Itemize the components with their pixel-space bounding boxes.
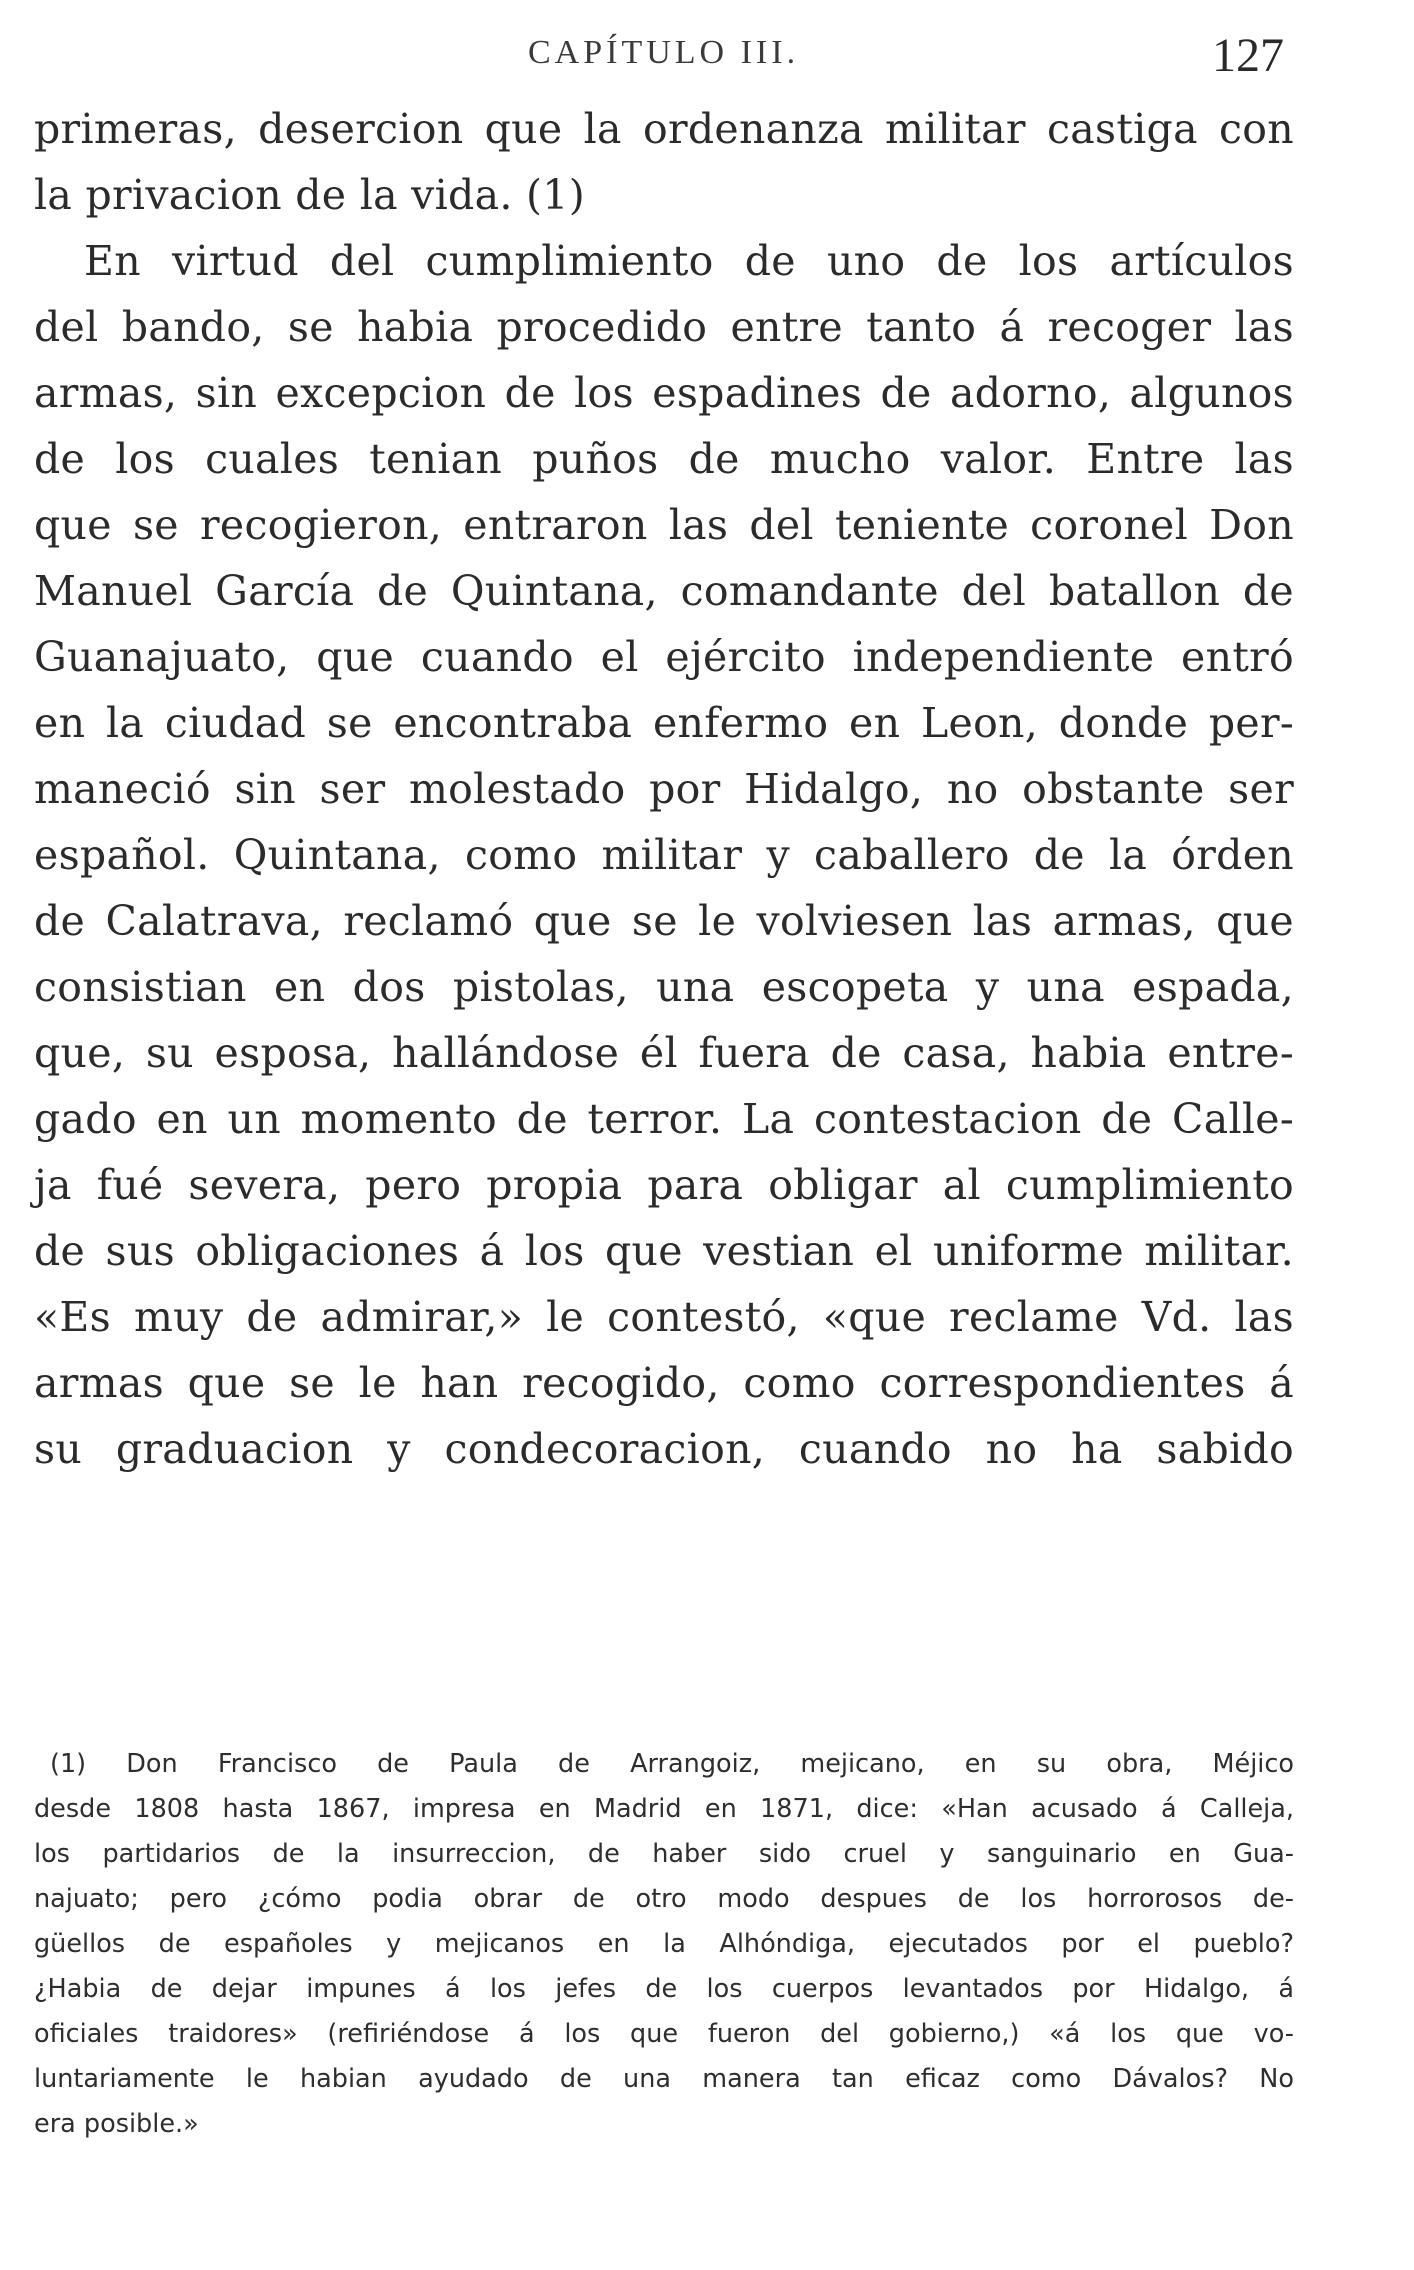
body-line: de los cuales tenian puños de mucho valor. Entre las: [34, 435, 1294, 483]
body-line: su graduacion y condecoracion, cuando no ha sabido: [34, 1425, 1294, 1473]
footnote-line: ¿Habia de dejar impunes á los jefes de los cuerpos levantados por Hidalgo, á: [34, 1974, 1294, 2004]
body-line: gado en un momento de terror. La contestacion de Calle-: [34, 1095, 1294, 1143]
body-line: español. Quintana, como militar y caballero de la órden: [34, 831, 1294, 879]
body-line: armas que se le han recogido, como correspondientes á: [34, 1359, 1294, 1407]
footnote-line: (1) Don Francisco de Paula de Arrangoiz, mejicano, en su obra, Méjico: [50, 1749, 1294, 1779]
body-line: del bando, se habia procedido entre tanto á recoger las: [34, 303, 1294, 351]
body-line: primeras, desercion que la ordenanza militar castiga con: [34, 105, 1294, 153]
body-line: que se recogieron, entraron las del teniente coronel Don: [34, 501, 1294, 549]
body-line: «Es muy de admirar,» le contestó, «que reclame Vd. las: [34, 1293, 1294, 1341]
body-line: la privacion de la vida. (1): [34, 171, 585, 219]
body-line: consistian en dos pistolas, una escopeta y una espada,: [34, 963, 1294, 1011]
body-line: de sus obligaciones á los que vestian el uniforme militar.: [34, 1227, 1294, 1275]
footnote-line: oficiales traidores» (refiriéndose á los que fueron del gobierno,) «á los que vo-: [34, 2019, 1294, 2049]
body-line: en la ciudad se encontraba enfermo en Leon, donde per-: [34, 699, 1294, 747]
body-line: de Calatrava, reclamó que se le volviesen las armas, que: [34, 897, 1294, 945]
body-line: Manuel García de Quintana, comandante del batallon de: [34, 567, 1294, 615]
footnote-line: najuato; pero ¿cómo podia obrar de otro modo despues de los horrorosos de-: [34, 1884, 1294, 1914]
footnote-line: luntariamente le habian ayudado de una manera tan eficaz como Dávalos? No: [34, 2064, 1294, 2094]
page-header: [0, 28, 1414, 88]
body-line: maneció sin ser molestado por Hidalgo, no obstante ser: [34, 765, 1294, 813]
body-line: En virtud del cumplimiento de uno de los artículos: [84, 237, 1294, 285]
body-text: [34, 96, 1294, 1482]
page-number: 127: [1212, 29, 1284, 82]
body-line: ja fué severa, pero propia para obligar al cumplimiento: [34, 1161, 1294, 1209]
body-line: que, su esposa, hallándose él fuera de casa, habia entre-: [34, 1029, 1294, 1077]
footnote-line: los partidarios de la insurreccion, de haber sido cruel y sanguinario en Gua-: [34, 1839, 1294, 1869]
footnotes: [34, 1742, 1294, 2147]
footnote-line: güellos de españoles y mejicanos en la Alhóndiga, ejecutados por el pueblo?: [34, 1929, 1294, 1959]
body-line: armas, sin excepcion de los espadines de adorno, algunos: [34, 369, 1294, 417]
footnote-line: desde 1808 hasta 1867, impresa en Madrid en 1871, dice: «Han acusado á Calleja,: [34, 1794, 1294, 1824]
body-line: Guanajuato, que cuando el ejército independiente entró: [34, 633, 1294, 681]
running-head: CAPÍTULO III.: [528, 34, 800, 71]
footnote-line: era posible.»: [34, 2109, 199, 2139]
